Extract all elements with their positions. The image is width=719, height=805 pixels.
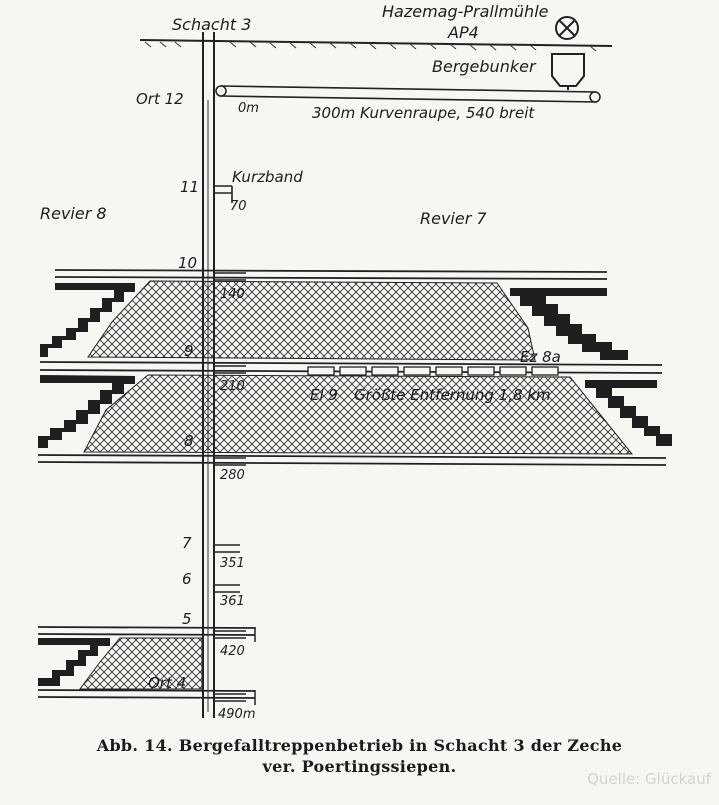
seam-level-10 xyxy=(55,270,607,279)
revier7-label: Revier 7 xyxy=(420,209,487,228)
level-depth: 210 xyxy=(220,379,245,394)
bunker-label: Bergebunker xyxy=(432,57,536,76)
figure-caption-continued: ver. Poertingssiepen. xyxy=(262,757,457,776)
mill-model-label: AP4 xyxy=(448,23,479,42)
bunker-icon xyxy=(552,54,584,90)
level-number: 8 xyxy=(184,432,194,450)
kurzband-label: Kurzband xyxy=(232,168,303,186)
level-number: 5 xyxy=(182,610,192,628)
ground-surface xyxy=(140,40,612,51)
crusher-icon xyxy=(556,17,578,39)
ez8a-label: Ez 8a xyxy=(520,348,561,366)
level-depth: 140 xyxy=(220,287,245,302)
level-depth: 361 xyxy=(220,594,245,609)
source-watermark: Quelle: Glückauf xyxy=(587,770,711,788)
level-number: 11 xyxy=(180,178,200,196)
conveyor-label: 300m Kurvenraupe, 540 breit xyxy=(312,104,535,122)
seam-level-8 xyxy=(38,455,666,465)
ort4-label: Ort 4 xyxy=(148,674,187,692)
level-number: 6 xyxy=(182,570,192,588)
mill-label: Hazemag-Prallmühle xyxy=(382,2,549,21)
figure-caption: Abb. 14. Bergefalltreppenbetrieb in Schacht 3 der Zeche xyxy=(96,736,623,755)
level-depth: 490m xyxy=(218,707,256,722)
goaf-upper xyxy=(88,281,535,360)
level-depth: 420 xyxy=(220,644,245,659)
level-number: 9 xyxy=(184,342,194,360)
zero-label: 0m xyxy=(238,101,259,116)
distance-label: Größte Entfernung 1,8 km xyxy=(354,386,551,404)
ort12-label: Ort 12 xyxy=(136,90,184,108)
level-number: 10 xyxy=(178,254,198,272)
level-depth: 70 xyxy=(230,199,247,214)
revier8-label: Revier 8 xyxy=(40,204,107,223)
top-conveyor xyxy=(216,86,600,102)
el9-label: El 9 xyxy=(310,386,338,404)
shaft-label: Schacht 3 xyxy=(172,15,252,34)
level-depth: 351 xyxy=(220,556,245,571)
level-number: 7 xyxy=(182,534,192,552)
level-depth: 280 xyxy=(220,468,245,483)
